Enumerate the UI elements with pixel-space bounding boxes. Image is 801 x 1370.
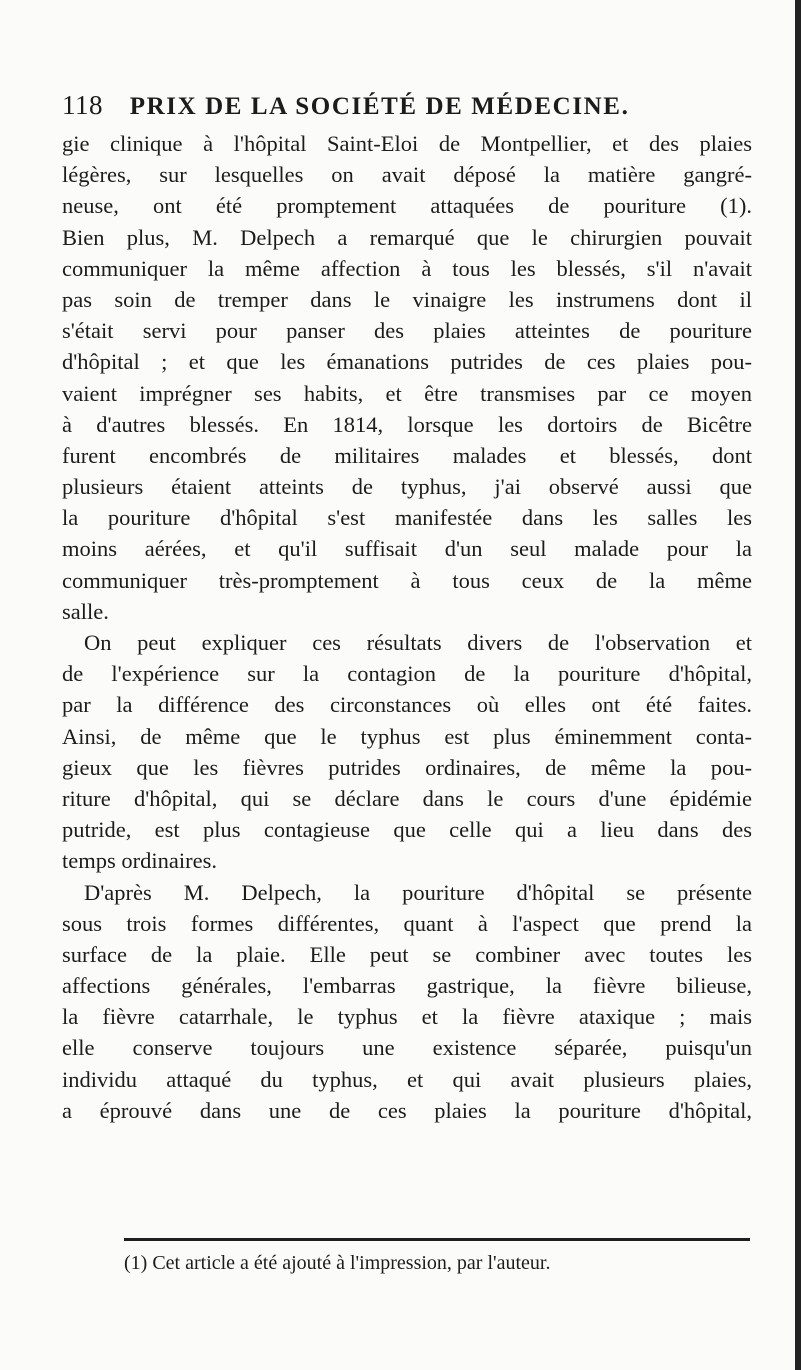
text-line: s'était servi pour panser des plaies atteintes de pouriture <box>62 318 752 344</box>
text-line: furent encombrés de militaires malades et blessés, dont <box>62 442 752 468</box>
text-line: Ainsi, de même que le typhus est plus éminemment conta- <box>62 723 752 749</box>
text-line: a éprouvé dans une de ces plaies la pouriture d'hôpital, <box>62 1097 752 1123</box>
text-line: riture d'hôpital, qui se déclare dans le cours d'une épidémie <box>62 785 752 811</box>
text-line: Bien plus, M. Delpech a remarqué que le chirurgien pouvait <box>62 224 752 250</box>
text-line: individu attaqué du typhus, et qui avait plusieurs plaies, <box>62 1066 752 1092</box>
text-line: moins aérées, et qu'il suffisait d'un seul malade pour la <box>62 536 752 562</box>
paragraph-start-line: D'après M. Delpech, la pouriture d'hôpital se présente <box>84 879 752 905</box>
text-line: putride, est plus contagieuse que celle qui a lieu dans des <box>62 817 752 843</box>
text-line: gieux que les fièvres putrides ordinaires, de même la pou- <box>62 754 752 780</box>
text-line: la pouriture d'hôpital s'est manifestée dans les salles les <box>62 505 752 531</box>
text-line: surface de la plaie. Elle peut se combiner avec toutes les <box>62 941 752 967</box>
text-line: temps ordinaires. <box>62 848 217 874</box>
text-line: gie clinique à l'hôpital Saint-Eloi de Montpellier, et des plaies <box>62 131 752 156</box>
text-line: de l'expérience sur la contagion de la pouriture d'hôpital, <box>62 661 752 687</box>
text-line: pas soin de tremper dans le vinaigre les instrumens dont il <box>62 286 752 312</box>
text-line: affections générales, l'embarras gastrique, la fièvre bilieuse, <box>62 973 752 999</box>
text-line: plusieurs étaient atteints de typhus, j'ai observé aussi que <box>62 474 752 500</box>
running-header <box>62 90 712 120</box>
text-line: par la différence des circonstances où elles ont été faites. <box>62 692 752 718</box>
paragraph-start-line: On peut expliquer ces résultats divers de l'observation et <box>84 630 752 655</box>
text-line: neuse, ont été promptement attaquées de pouriture (1). <box>62 193 752 219</box>
page-number: 118 <box>62 90 103 120</box>
text-line: vaient imprégner ses habits, et être transmises par ce moyen <box>62 380 752 406</box>
text-line: elle conserve toujours une existence séparée, puisqu'un <box>62 1035 752 1061</box>
text-line: communiquer très-promptement à tous ceux de la même <box>62 567 752 593</box>
text-line: d'hôpital ; et que les émanations putrides de ces plaies pou- <box>62 349 752 375</box>
footnote-rule <box>124 1238 750 1241</box>
text-line: sous trois formes différentes, quant à l'aspect que prend la <box>62 910 752 936</box>
text-line: la fièvre catarrhale, le typhus et la fièvre ataxique ; mais <box>62 1004 752 1030</box>
text-line: communiquer la même affection à tous les blessés, s'il n'avait <box>62 255 752 281</box>
text-line: à d'autres blessés. En 1814, lorsque les dortoirs de Bicêtre <box>62 411 752 437</box>
running-title: PRIX DE LA SOCIÉTÉ DE MÉDECINE. <box>129 93 630 120</box>
text-line: légères, sur lesquelles on avait déposé la matière gangré- <box>62 162 752 188</box>
page-edge-shadow <box>795 0 801 1370</box>
footnote: (1) Cet article a été ajouté à l'impression, par l'auteur. <box>124 1252 551 1274</box>
text-line: salle. <box>62 598 109 624</box>
body-text <box>62 128 752 1126</box>
